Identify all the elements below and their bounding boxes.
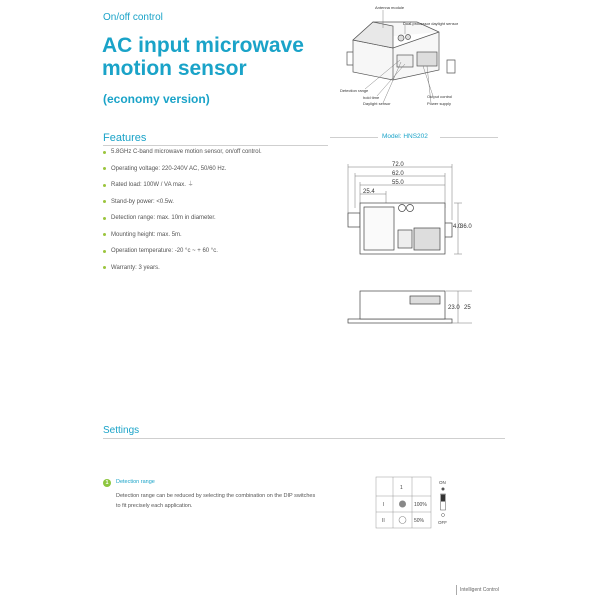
switch-knob [441,495,445,502]
callout-output-control: Output control [427,94,453,99]
side-housing [360,291,445,319]
sensor-lens-2 [406,35,411,40]
lens-2 [407,205,414,212]
dim-36: 36.0 [460,224,472,230]
page-subtitle: (economy version) [103,92,210,106]
feature-item: Operating voltage: 220-240V AC, 50/60 Hz. [103,165,343,182]
feature-item [103,181,343,198]
footer-text: Intelligent Control [460,587,499,593]
footer-divider [456,585,457,595]
feature-item: Detection range: max. 10m in diameter. [103,214,343,231]
feature-item: Mounting height: max. 5m. [103,231,343,248]
feature-item: Operation temperature: -20 °c ~ + 60 °c. [103,247,343,264]
detection-range-label: Detection range [116,479,155,485]
side-terminal [410,296,440,304]
features-divider [103,145,328,146]
category-label: On/off control [103,12,163,23]
load-symbol-icon: ⏚ [187,182,194,188]
dim-55: 55.0 [392,180,404,186]
title-line-1: AC input microwave [102,34,304,57]
row-value-2: 50% [414,518,425,524]
terminal-block [417,52,437,66]
callout-antenna: Antenna module [375,5,405,10]
dim-62: 62.0 [392,171,404,177]
terminal-block-top [414,228,440,250]
detection-range-description: Detection range can be reduced by selecting the combination on the DIP switches to fit precisely each application. [116,493,316,509]
feature-item: 5.8GHz C-band microwave motion sensor, on/off control. [103,148,343,165]
step-number-badge: 1 [103,479,111,487]
model-divider-right [440,137,498,138]
features-list [103,148,343,280]
dimension-drawing-top [340,158,500,270]
features-heading: Features [103,132,147,144]
switch-off-indicator [442,514,445,517]
lens-1 [399,205,406,212]
dim-23: 23.0 [448,305,460,311]
title-line-2: motion sensor [102,57,247,80]
antenna-cover [364,207,394,250]
settings-divider [103,438,505,439]
model-label: Model: HNS202 [382,133,428,140]
side-base [348,319,452,323]
callout-power-supply: Power supply [427,101,452,106]
feature-item: Warranty: 3 years. [103,264,343,281]
page-title [102,34,322,80]
switch-legend [435,478,455,528]
product-illustration [335,0,485,112]
mount-tab-left [348,213,360,227]
row-label-2: II [382,518,385,524]
switch-off-dot [399,517,406,524]
table-header: 1 [400,485,403,491]
model-divider-left [330,137,378,138]
row-value-1: 100% [414,502,427,508]
dimension-drawing-side [340,286,500,330]
switch-off-label: OFF [438,520,447,525]
switch-on-indicator [442,488,445,491]
switch-on-dot [399,501,406,508]
callout-daylight-sensor: Daylight sensor [363,101,391,106]
dip-switch-top [398,230,412,248]
settings-heading: Settings [103,425,140,436]
dim-4: 4.0 [453,224,462,230]
callout-dual-processor: Dual-processor daylight sensor [403,21,459,26]
dim-25: 25 [464,305,471,311]
sensor-lens [398,35,404,41]
dim-25-4: 25.4 [363,189,375,195]
row-label-1: I [383,502,385,508]
dim-72: 72.0 [392,162,404,168]
feature-item-text: Rated load: 100W / VA max. [111,182,186,188]
callout-hold-time: hold time [363,95,380,100]
callout-detection-range: Detection range [340,88,369,93]
switch-on-label: ON [439,480,446,485]
feature-item: Stand-by power: <0.5w. [103,198,343,215]
mounting-tab-right [447,60,455,73]
